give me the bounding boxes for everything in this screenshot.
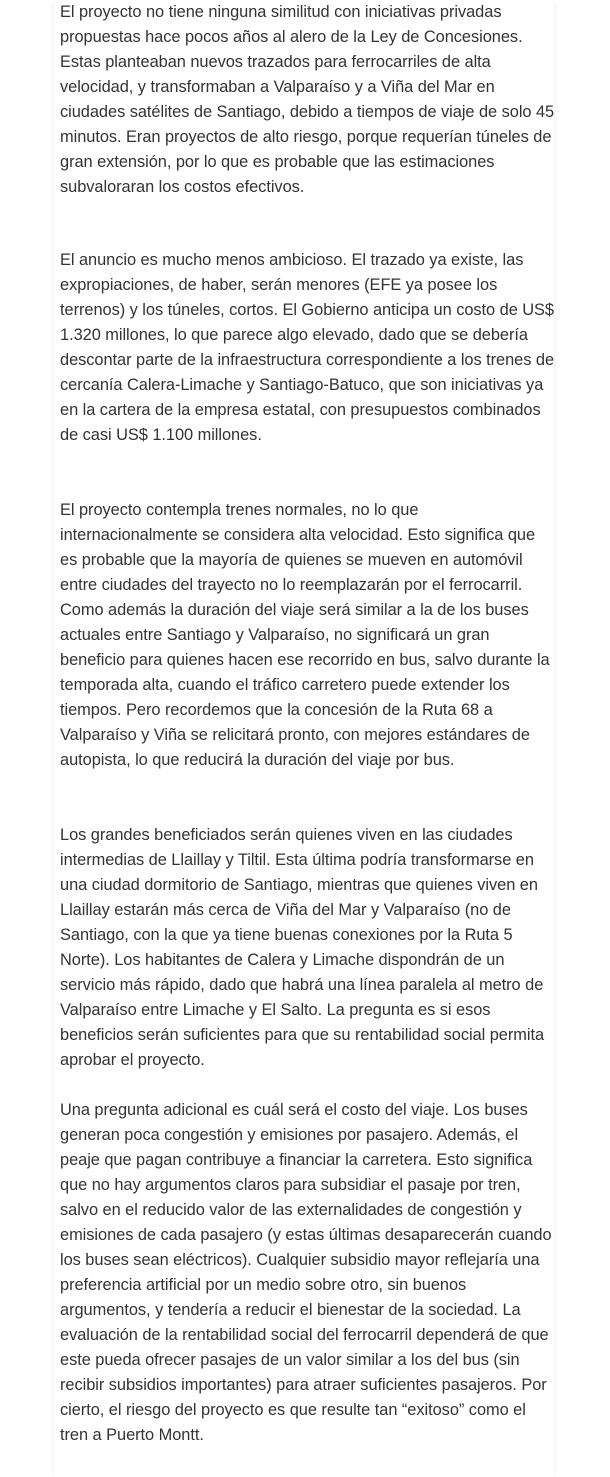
article-paragraph-2: El anuncio es mucho menos ambicioso. El trazado ya existe, las expropiaciones, de haber, serán menores (EFE ya posee los terrenos) y los túneles, cortos. El Gobierno anticipa un costo de US$ 1.320 millones, lo que parece algo elevado, dado que se debería descontar parte de la infraestructura correspondiente a los trenes de cercanía Calera-Limache y Santiago-Batuco, que son iniciativas ya en la cartera de la empresa estatal, con presupuestos combinados de casi US$ 1.100 millones. xyxy=(60,251,555,444)
article-body xyxy=(54,0,554,1477)
article-paragraph-3: El proyecto contempla trenes normales, no lo que internacionalmente se considera alta velocidad. Esto significa que es probable que la mayoría de quienes se mueven en automóvil entre ciudades del trayecto no lo reemplazarán por el ferrocarril. Como además la duración del viaje será similar a la de los buses actuales entre Santiago y Valparaíso, no significará un gran beneficio para quienes hacen ese recorrido en bus, salvo durante la temporada alta, cuando el tráfico carretero puede extender los tiempos. Pero recordemos que la concesión de la Ruta 68 a Valparaíso y Viña se relicitará pronto, con mejores estándares de autopista, lo que reducirá la duración del viaje por bus. xyxy=(60,501,550,769)
article-paragraph-5: Una pregunta adicional es cuál será el costo del viaje. Los buses generan poca congestión y emisiones por pasajero. Además, el peaje que pagan contribuye a financiar la carretera. Esto significa que no hay argumentos claros para subsidiar el pasaje por tren, salvo en el reducido valor de las externalidades de congestión y emisiones de cada pasajero (y estas últimas desaparecerán cuando los buses sean eléctricos). Cualquier subsidio mayor reflejaría una preferencia artificial por un medio sobre otro, sin buenos argumentos, y tendería a reducir el bienestar de la sociedad. La evaluación de la rentabilidad social del ferrocarril dependerá de que este pueda ofrecer pasajes de un valor similar a los del bus (sin recibir subsidios importantes) para atraer suficientes pasajeros. Por cierto, el riesgo del proyecto es que resulte tan “exitoso” como el tren a Puerto Montt. xyxy=(60,1101,552,1444)
article-paragraph-4: Los grandes beneficiados serán quienes viven en las ciudades intermedias de Llaillay y Tiltil. Esta última podría transformarse en una ciudad dormitorio de Santiago, mientras que quienes viven en Llaillay estarán más cerca de Viña del Mar y Valparaíso (no de Santiago, con la que ya tiene buenas conexiones por la Ruta 5 Norte). Los habitantes de Calera y Limache dispondrán de un servicio más rápido, dado que habrá una línea paralela al metro de Valparaíso entre Limache y El Salto. La pregunta es si esos beneficios serán suficientes para que su rentabilidad social permita aprobar el proyecto. xyxy=(60,826,545,1069)
article-paragraph-1: El proyecto no tiene ninguna similitud con iniciativas privadas propuestas hace pocos años al alero de la Ley de Concesiones. Estas planteaban nuevos trazados para ferrocarriles de alta velocidad, y transformaban a Valparaíso y a Viña del Mar en ciudades satélites de Santiago, debido a tiempos de viaje de solo 45 minutos. Eran proyectos de alto riesgo, porque requerían túneles de gran extensión, por lo que es probable que las estimaciones subvaloraran los costos efectivos. xyxy=(60,3,555,196)
